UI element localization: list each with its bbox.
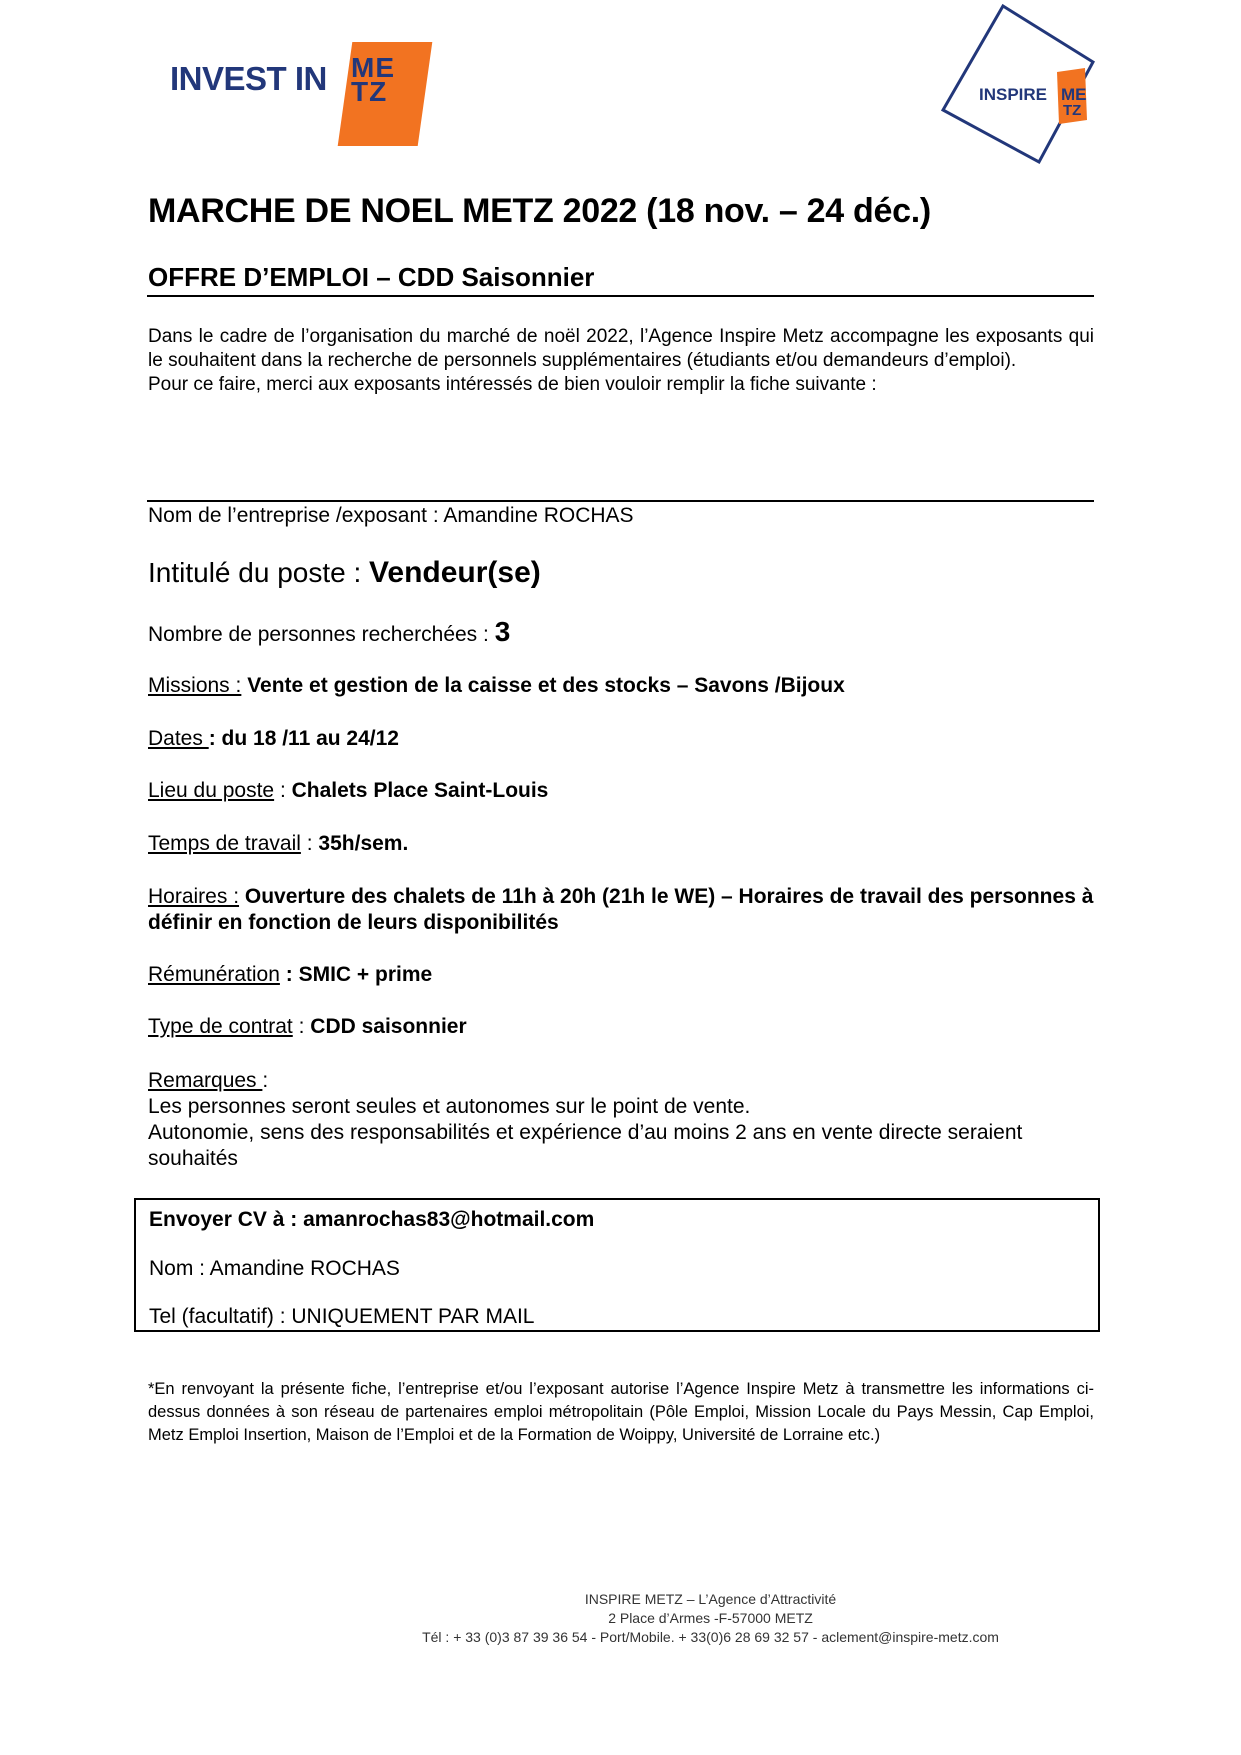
cv-contact-box xyxy=(134,1198,1100,1332)
field-place xyxy=(148,779,548,803)
field-hours-label: Temps de travail xyxy=(148,832,301,855)
field-hours xyxy=(148,832,408,856)
cv-email-link[interactable]: amanrochas83@hotmail.com xyxy=(303,1208,595,1231)
footnote: *En renvoyant la présente fiche, l’entreprise et/ou l’exposant autorise l’Agence Inspire Metz à transmettre les informations ci-dessus données à son réseau de partenaires emploi métropolitain (Pôle Emploi, Mission Locale du Pays Messin, Cap Emploi, Metz Emploi Insertion, Maison de l’Emploi et de la Formation de Woippy, Université de Lorraine etc.) xyxy=(148,1380,1094,1444)
field-count-label: Nombre de personnes recherchées : xyxy=(148,623,495,646)
intro-paragraph: Dans le cadre de l’organisation du marché de noël 2022, l’Agence Inspire Metz accompagne les exposants qui le souhaitent dans la recherche de personnels supplémentaires (étudiants et/ou demandeurs d’emploi). xyxy=(148,326,1094,371)
logo-metz-line1: ME xyxy=(351,52,395,83)
inspire-metz-logo xyxy=(935,2,1100,167)
field-dates xyxy=(148,727,399,751)
field-hours-value: 35h/sem. xyxy=(318,832,409,855)
logo-metz-line2: TZ xyxy=(351,76,388,107)
field-contract xyxy=(148,1015,467,1039)
field-contract-sep: : xyxy=(292,1015,311,1038)
field-dates-sep: : xyxy=(208,727,222,750)
field-dates-value: du 18 /11 au 24/12 xyxy=(221,727,399,750)
cv-send-label: Envoyer CV à : xyxy=(149,1208,304,1231)
field-schedule-value: Ouverture des chalets de 11h à 20h (21h le WE) – Horaires de travail des personnes à définir en fonction de leurs disponibilités xyxy=(148,885,1094,934)
field-schedule xyxy=(148,884,1098,936)
field-position-label: Intitulé du poste : xyxy=(148,557,370,588)
field-remarks-line1: Les personnes seront seules et autonomes sur le point de vente. xyxy=(148,1095,751,1118)
field-contract-value: CDD saisonnier xyxy=(310,1015,467,1038)
cv-name-line: Nom : Amandine ROCHAS xyxy=(149,1257,400,1280)
field-count xyxy=(148,616,510,648)
field-remarks xyxy=(148,1068,1098,1172)
invest-in-metz-logo xyxy=(165,40,425,150)
field-dates-label: Dates xyxy=(148,727,209,750)
field-position-value: Vendeur(se) xyxy=(369,556,541,589)
field-remarks-sep: : xyxy=(262,1069,269,1092)
field-place-value: Chalets Place Saint-Louis xyxy=(291,779,549,802)
footer-line2: 2 Place d’Armes -F-57000 METZ xyxy=(608,1610,813,1626)
field-remarks-line2: Autonomie, sens des responsabilités et expérience d’au moins 2 ans en vente directe seraient souhaités xyxy=(148,1121,1023,1170)
intro-text xyxy=(148,325,1094,397)
logo-metz-text xyxy=(351,52,411,107)
intro-line2: Pour ce faire, merci aux exposants intéressés de bien vouloir remplir la fiche suivante : xyxy=(148,374,877,395)
field-company-value: Amandine ROCHAS xyxy=(443,504,634,527)
page-footer xyxy=(0,1590,1241,1647)
page-title: MARCHE DE NOEL METZ 2022 (18 nov. – 24 déc.) xyxy=(148,192,931,230)
field-missions-label: Missions : xyxy=(148,674,242,697)
field-hours-sep: : xyxy=(300,832,319,855)
footer-line3: Tél : + 33 (0)3 87 39 36 54 - Port/Mobile. + 33(0)6 28 69 32 57 - aclement@inspire-metz.com xyxy=(422,1629,999,1645)
cv-tel-line: Tel (facultatif) : UNIQUEMENT PAR MAIL xyxy=(149,1305,535,1328)
divider xyxy=(147,295,1094,297)
field-pay xyxy=(148,963,432,987)
field-missions-value: Vente et gestion de la caisse et des stocks – Savons /Bijoux xyxy=(241,674,845,697)
logo-word: INVEST IN xyxy=(170,60,327,97)
logo-metz-line2-text: TZ xyxy=(1063,102,1082,119)
field-pay-value: : SMIC + prime xyxy=(279,963,433,986)
footer-line1: INSPIRE METZ – L’Agence d’Attractivité xyxy=(584,1591,837,1607)
field-schedule-label: Horaires : xyxy=(148,885,240,908)
field-company-label: Nom de l’entreprise /exposant : xyxy=(148,504,444,527)
field-place-label: Lieu du poste xyxy=(148,779,275,802)
field-contract-label: Type de contrat xyxy=(148,1015,293,1038)
field-missions xyxy=(148,674,845,698)
field-company xyxy=(148,504,634,528)
field-remarks-label: Remarques xyxy=(148,1069,263,1092)
cv-send-line xyxy=(149,1208,594,1232)
field-pay-label: Rémunération xyxy=(148,963,280,986)
field-position xyxy=(148,556,541,590)
logo-metz-line1-text: ME xyxy=(1061,85,1087,104)
divider xyxy=(147,500,1094,502)
field-place-sep: : xyxy=(274,779,292,802)
page-subtitle: OFFRE D’EMPLOI – CDD Saisonnier xyxy=(148,262,595,292)
inspire-metz-logo-graphic xyxy=(935,2,1100,167)
logo-inspire-text: INSPIRE xyxy=(979,85,1048,104)
field-count-value: 3 xyxy=(494,616,511,647)
